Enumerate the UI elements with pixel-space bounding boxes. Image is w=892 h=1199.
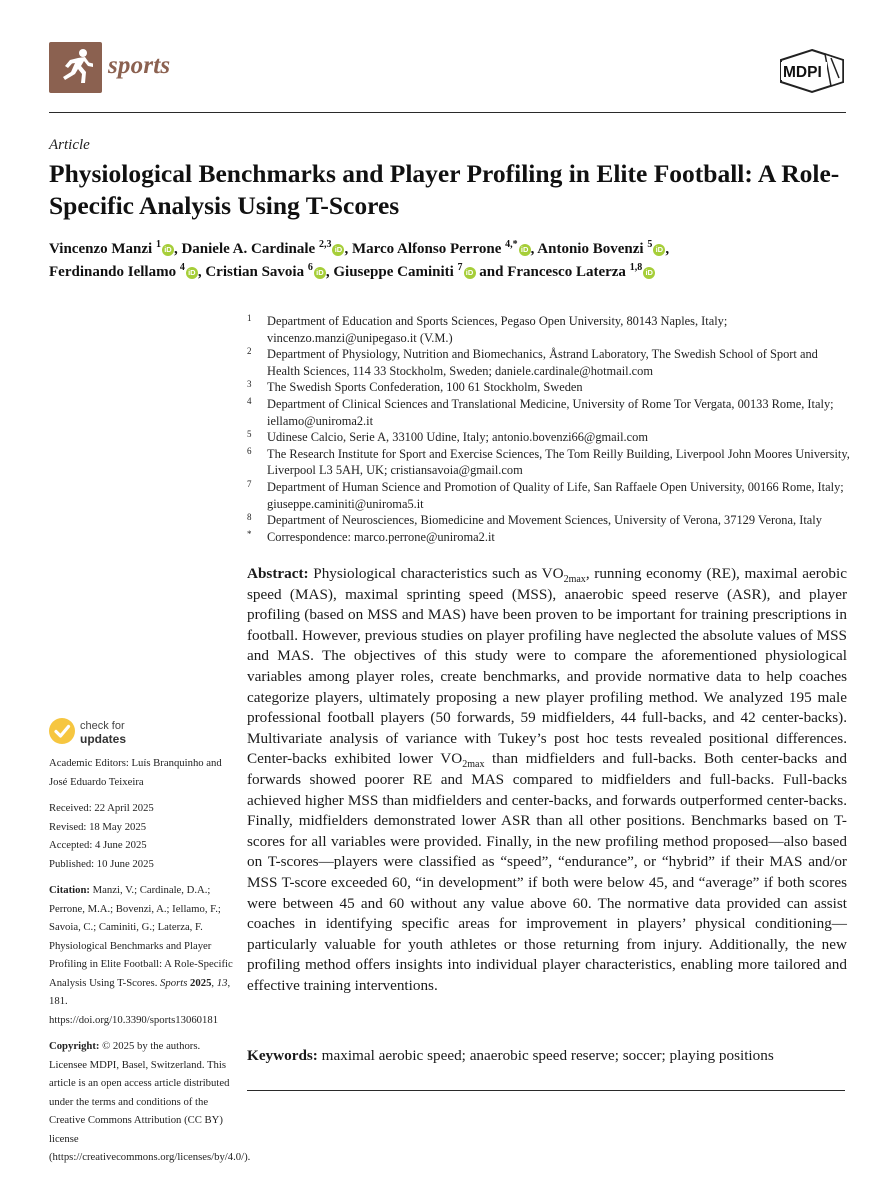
author-line-1: Vincenzo Manzi $^1$ iD , Daniele A. Cardinale $^{2,3}$ iD , Marco Alfonso Perrone $^{4,*}$ iD , Antonio Bovenzi $^5$ iD , (49, 239, 670, 257)
affiliation-text: Correspondence: marco.perrone@uniroma2.it (267, 529, 495, 544)
citation-label: Citation: (49, 884, 90, 896)
affiliation-text: Department of Clinical Sciences and Translational Medicine, University of Rome Tor Vergata, 00133 Rome, Italy; iellamo@uniroma2.it (267, 396, 834, 428)
affiliation-item (247, 313, 852, 346)
author-name: Giuseppe Caminiti (333, 263, 454, 280)
affiliation-number: 5 (247, 429, 252, 440)
copyright-text: © 2025 by the authors. Licensee MDPI, Basel, Switzerland. This article is an open access article distributed under the terms and conditions of the Creative Commons Attribution (CC BY) license (https://creativecommons.org/licenses/by/4.0/). (49, 1040, 251, 1163)
citation-volume: 13 (216, 976, 228, 989)
runner-logo-icon (49, 42, 102, 93)
affiliation-item (247, 396, 852, 429)
author-name: Vincenzo Manzi (49, 241, 153, 257)
svg-text:MDPI: MDPI (783, 64, 822, 81)
affiliation-number: 1 (247, 313, 252, 323)
affiliation-text: Department of Education and Sports Sciences, Pegaso Open University, 80143 Naples, Italy; vincenzo.manzi@unipegaso.it (V.M.) (267, 314, 728, 345)
check-for-updates-label-bold: updates (80, 732, 127, 746)
affiliation-number: 2 (247, 346, 252, 357)
correspondence-item (247, 529, 852, 546)
author-affiliation-ref: 2,3 (318, 239, 332, 250)
citation-journal: Sports (160, 976, 188, 989)
author-name: Daniele A. Cardinale (181, 241, 316, 257)
abstract-label: Abstract: (247, 565, 309, 582)
author-name: Ferdinando Iellamo (49, 263, 177, 280)
abstract-text: , running economy (RE), maximal aerobic speed (MAS), maximal sprinting speed (MSS), anaerobic speed reserve (ASR), and player profiling (based on MSS and MAS) have been proven to be important for training prescriptions in football. However, previous studies on player profiling have neglected the absolute values of MSS and MAS. The objectives of this study were to compare the aforementioned physiological variables among player roles, create benchmarks, and provide normative data to help coaches categorize players, ultimately proposing a new player profiling method. We analyzed 195 male professional football players (50 forwards, 59 midfielders, 44 full-backs, and 42 center-backs). Multivariate analysis of variance with Tukey’s post hoc tests revealed positional differences. Center-backs exhibited lower VO (247, 565, 847, 768)
author-list (49, 238, 849, 283)
citation-text: Manzi, V.; Cardinale, D.A.; Perrone, M.A.; Bovenzi, A.; Iellamo, F.; Savoia, C.; Caminiti, G.; Laterza, F. Physiological Benchmarks and Player Profiling in Elite Football: A Role-Specific Analysis Using T-Scores. (49, 884, 233, 989)
revised-date: Revised: 18 May 2025 (49, 820, 147, 833)
received-date: Received: 22 April 2025 (49, 802, 154, 814)
copyright-label: Copyright: (49, 1040, 100, 1052)
affiliation-number: 8 (247, 512, 252, 523)
keywords (247, 1046, 847, 1066)
author-line-2: Ferdinando Iellamo $^4$ iD , Cristian Savoia $^6$ iD , Giuseppe Caminiti $^7$ iD and Francesco Laterza $^{1,8}$ iD (49, 261, 849, 284)
abstract-subscript: 2max (462, 759, 485, 771)
affiliation-number: * (247, 528, 252, 539)
author-affiliation-ref: 5 (647, 239, 653, 250)
affiliation-number: 3 (247, 379, 252, 390)
author-affiliation-ref: 4,* (505, 239, 518, 250)
affiliation-text: Department of Neurosciences, Biomedicine and Movement Sciences, University of Verona, 37129 Verona, Italy (267, 513, 822, 528)
author-affiliation-ref: 1 (155, 239, 161, 250)
sidebar-metadata (49, 754, 251, 1167)
citation-year: 2025 (190, 976, 212, 989)
affiliation-item (247, 446, 852, 479)
orcid-icon[interactable]: iD (519, 244, 531, 256)
affiliation-number: 4 (247, 395, 252, 406)
affiliation-text: The Swedish Sports Confederation, 100 61 Stockholm, Sweden (267, 380, 583, 395)
affiliation-item (247, 479, 852, 512)
author-affiliation-ref: 6 (307, 261, 313, 273)
affiliation-text: The Research Institute for Sport and Exercise Sciences, The Tom Reilly Building, Liverpool John Moores University, Liverpool L3 5AH, UK; cristiansavoia@gmail.com (267, 446, 850, 478)
orcid-icon[interactable]: iD (186, 267, 198, 279)
section-divider (247, 1090, 845, 1091)
author-affiliation-ref: 1,8 (629, 261, 643, 273)
affiliation-text: Department of Human Science and Promotion of Quality of Life, San Raffaele Open University, 00166 Rome, Italy; giuseppe.caminiti@uniroma5.it (267, 479, 844, 511)
orcid-icon[interactable]: iD (653, 244, 665, 256)
abstract-subscript: 2max (563, 574, 586, 586)
header-divider (49, 112, 846, 113)
copyright (49, 1037, 251, 1167)
article-type: Article (49, 137, 90, 153)
journal-logo[interactable] (49, 42, 102, 93)
author-name: Marco Alfonso Perrone (351, 241, 502, 257)
mdpi-logo-icon (779, 48, 845, 94)
orcid-icon[interactable]: iD (162, 244, 174, 256)
affiliation-item (247, 379, 852, 396)
article-title: Physiological Benchmarks and Player Profiling in Elite Football: A Role-Specific Analysis Using T-Scores (49, 159, 840, 220)
academic-editors: Academic Editors: Luís Branquinho and José Eduardo Teixeira (49, 757, 222, 788)
affiliations-list (247, 313, 852, 545)
affiliation-item (247, 346, 852, 379)
abstract-text: Physiological characteristics such as VO (313, 565, 564, 582)
affiliation-number: 7 (247, 478, 252, 489)
affiliation-number: 6 (247, 445, 252, 456)
abstract (247, 564, 847, 996)
published-date: Published: 10 June 2025 (49, 857, 154, 870)
orcid-icon[interactable]: iD (314, 267, 326, 279)
mdpi-logo[interactable] (779, 48, 845, 94)
citation: Citation: Manzi, V.; Cardinale, D.A.; Perrone, M.A.; Bovenzi, A.; Iellamo, F.; Savoia, C.; Caminiti, G.; Laterza, F. Physiological Benchmarks and Player Profiling in Elite Football: A Role-Specific Analysis Using T-Scores. Sports 2025, 13, 181. https://doi.org/10.3390/sports13060181 (49, 884, 233, 1026)
keywords-label: Keywords: (247, 1047, 318, 1064)
check-for-updates-label: check for (80, 720, 125, 732)
check-for-updates-button[interactable] (49, 718, 159, 752)
author-name: Cristian Savoia (205, 263, 305, 280)
journal-name[interactable]: sports (108, 52, 171, 79)
author-name: Francesco Laterza (507, 263, 626, 280)
affiliation-text: Udinese Calcio, Serie A, 33100 Udine, Italy; antonio.bovenzi66@gmail.com (267, 430, 648, 445)
author-affiliation-ref: 7 (457, 261, 463, 273)
orcid-icon[interactable]: iD (332, 244, 344, 256)
citation-doi[interactable]: , 181. https://doi.org/10.3390/sports13060181 (49, 976, 231, 1026)
orcid-icon[interactable]: iD (464, 267, 476, 279)
affiliation-item (247, 429, 852, 446)
accepted-date: Accepted: 4 June 2025 (49, 839, 147, 851)
author-name: Antonio Bovenzi (537, 241, 644, 257)
check-for-updates-icon (49, 718, 75, 744)
orcid-icon[interactable]: iD (643, 267, 655, 279)
author-affiliation-ref: 4 (179, 261, 185, 273)
abstract-text: than midfielders and full-backs. Both center-backs and forwards showed poorer RE and MAS compared to midfielders and full-backs. Full-backs achieved higher MSS than midfielders and center-backs, and forwards outperformed center-backs. Finally, midfielders demonstrated lower ASR than all other positions. Benchmarks based on T-scores for all variables were provided. Finally, in the new profiling method proposed—also based on T-scores—players were classified as “speed”, “endurance”, or “hybrid” if their MAS and/or MSS T-score exceeded 60, “in development” if both were below 45, and “average” if both scores were between 45 and 60 without any value above 60. The normative data provided can assist coaches in identifying specific areas for improvement in players’ physical conditioning—particularly valuable for youth athletes or those returning from injury. Additionally, the new profiling method offers insights into individual player characteristics, enabling more tailored and effective training interventions. (247, 750, 847, 994)
affiliation-item (247, 512, 852, 529)
keywords-text: maximal aerobic speed; anaerobic speed reserve; soccer; playing positions (321, 1047, 774, 1064)
affiliation-text: Department of Physiology, Nutrition and Biomechanics, Åstrand Laboratory, The Swedish School of Sport and Health Sciences, 114 33 Stockholm, Sweden; daniele.cardinale@hotmail.com (267, 347, 818, 378)
